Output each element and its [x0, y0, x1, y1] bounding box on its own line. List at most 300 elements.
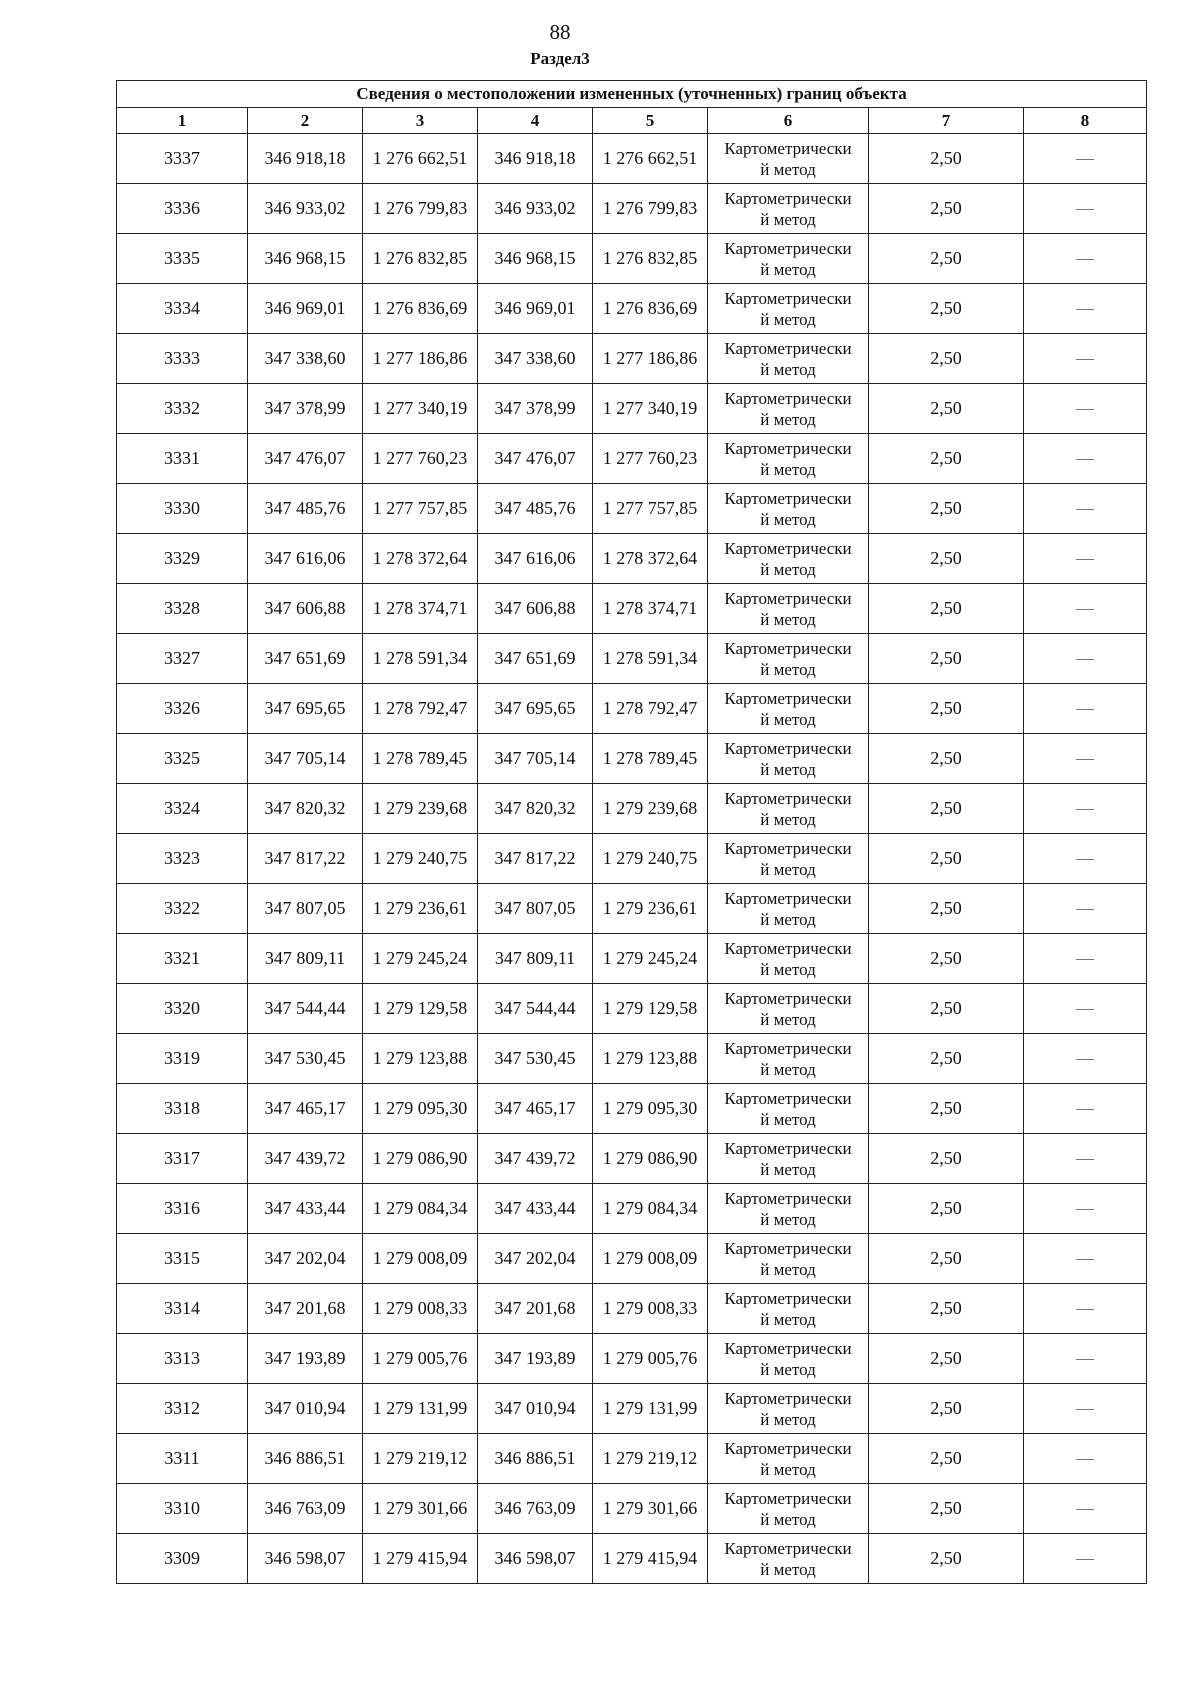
accuracy-cell: 2,50	[869, 834, 1024, 884]
table-row	[117, 1284, 1147, 1334]
refined-x-cell: 347 651,69	[478, 634, 593, 684]
refined-x-cell: 346 598,07	[478, 1534, 593, 1584]
refined-y-cell: 1 276 832,85	[593, 234, 708, 284]
description-cell	[1024, 184, 1147, 234]
table-row	[117, 1084, 1147, 1134]
method-line: й метод	[760, 1059, 816, 1079]
refined-x-cell: 347 820,32	[478, 784, 593, 834]
refined-x-cell: 346 763,09	[478, 1484, 593, 1534]
existing-y-cell: 1 279 008,33	[363, 1284, 478, 1334]
table-row	[117, 1184, 1147, 1234]
column-header: 6	[708, 108, 869, 134]
column-header: 1	[117, 108, 248, 134]
method-line: й метод	[760, 1309, 816, 1329]
table-body	[117, 134, 1147, 1584]
description-cell	[1024, 584, 1147, 634]
refined-x-cell: 347 485,76	[478, 484, 593, 534]
existing-y-cell: 1 279 005,76	[363, 1334, 478, 1384]
table-row	[117, 584, 1147, 634]
description-cell	[1024, 534, 1147, 584]
point-number-cell: 3315	[117, 1234, 248, 1284]
table-row	[117, 334, 1147, 384]
method-line: Картометрически	[724, 138, 852, 158]
existing-y-cell: 1 279 219,12	[363, 1434, 478, 1484]
method-cell	[708, 734, 869, 784]
method-line: Картометрически	[724, 1138, 852, 1158]
existing-x-cell: 346 598,07	[248, 1534, 363, 1584]
refined-y-cell: 1 279 219,12	[593, 1434, 708, 1484]
existing-x-cell: 347 616,06	[248, 534, 363, 584]
existing-x-cell: 347 010,94	[248, 1384, 363, 1434]
method-line: Картометрически	[724, 388, 852, 408]
em-dash-mark	[1076, 1009, 1094, 1010]
existing-y-cell: 1 277 757,85	[363, 484, 478, 534]
refined-x-cell: 347 010,94	[478, 1384, 593, 1434]
method-line: й метод	[760, 1209, 816, 1229]
description-cell	[1024, 784, 1147, 834]
existing-x-cell: 346 918,18	[248, 134, 363, 184]
refined-x-cell: 347 817,22	[478, 834, 593, 884]
existing-x-cell: 347 530,45	[248, 1034, 363, 1084]
refined-y-cell: 1 279 245,24	[593, 934, 708, 984]
refined-x-cell: 347 465,17	[478, 1084, 593, 1134]
method-line: й метод	[760, 1259, 816, 1279]
method-line: Картометрически	[724, 1188, 852, 1208]
refined-y-cell: 1 279 415,94	[593, 1534, 708, 1584]
refined-x-cell: 346 968,15	[478, 234, 593, 284]
refined-x-cell: 347 606,88	[478, 584, 593, 634]
refined-y-cell: 1 279 008,33	[593, 1284, 708, 1334]
existing-y-cell: 1 279 239,68	[363, 784, 478, 834]
method-line: й метод	[760, 1509, 816, 1529]
accuracy-cell: 2,50	[869, 1534, 1024, 1584]
point-number-cell: 3316	[117, 1184, 248, 1234]
description-cell	[1024, 1484, 1147, 1534]
existing-y-cell: 1 279 123,88	[363, 1034, 478, 1084]
description-cell	[1024, 734, 1147, 784]
accuracy-cell: 2,50	[869, 684, 1024, 734]
refined-x-cell: 347 193,89	[478, 1334, 593, 1384]
point-number-cell: 3309	[117, 1534, 248, 1584]
method-line: й метод	[760, 959, 816, 979]
description-cell	[1024, 284, 1147, 334]
refined-x-cell: 347 544,44	[478, 984, 593, 1034]
table-row	[117, 484, 1147, 534]
method-cell	[708, 1484, 869, 1534]
description-cell	[1024, 1084, 1147, 1134]
refined-y-cell: 1 276 799,83	[593, 184, 708, 234]
existing-y-cell: 1 278 372,64	[363, 534, 478, 584]
method-cell	[708, 884, 869, 934]
method-cell	[708, 1334, 869, 1384]
table-row	[117, 1234, 1147, 1284]
method-line: й метод	[760, 1359, 816, 1379]
method-cell	[708, 634, 869, 684]
description-cell	[1024, 1284, 1147, 1334]
accuracy-cell: 2,50	[869, 334, 1024, 384]
existing-y-cell: 1 278 591,34	[363, 634, 478, 684]
em-dash-mark	[1076, 909, 1094, 910]
existing-y-cell: 1 277 186,86	[363, 334, 478, 384]
existing-y-cell: 1 279 086,90	[363, 1134, 478, 1184]
existing-y-cell: 1 276 832,85	[363, 234, 478, 284]
refined-y-cell: 1 278 789,45	[593, 734, 708, 784]
refined-y-cell: 1 279 131,99	[593, 1384, 708, 1434]
point-number-cell: 3319	[117, 1034, 248, 1084]
accuracy-cell: 2,50	[869, 884, 1024, 934]
method-line: й метод	[760, 559, 816, 579]
point-number-cell: 3317	[117, 1134, 248, 1184]
method-line: Картометрически	[724, 338, 852, 358]
em-dash-mark	[1076, 1559, 1094, 1560]
method-line: Картометрически	[724, 1388, 852, 1408]
method-line: й метод	[760, 509, 816, 529]
accuracy-cell: 2,50	[869, 1284, 1024, 1334]
table-row	[117, 984, 1147, 1034]
description-cell	[1024, 634, 1147, 684]
refined-y-cell: 1 277 340,19	[593, 384, 708, 434]
method-line: Картометрически	[724, 488, 852, 508]
accuracy-cell: 2,50	[869, 784, 1024, 834]
refined-x-cell: 347 476,07	[478, 434, 593, 484]
em-dash-mark	[1076, 1159, 1094, 1160]
accuracy-cell: 2,50	[869, 984, 1024, 1034]
refined-y-cell: 1 276 662,51	[593, 134, 708, 184]
existing-x-cell: 346 933,02	[248, 184, 363, 234]
refined-x-cell: 347 616,06	[478, 534, 593, 584]
existing-x-cell: 347 606,88	[248, 584, 363, 634]
method-line: й метод	[760, 1559, 816, 1579]
em-dash-mark	[1076, 309, 1094, 310]
section-title: Раздел3	[530, 49, 590, 68]
method-cell	[708, 1234, 869, 1284]
existing-x-cell: 347 809,11	[248, 934, 363, 984]
existing-x-cell: 347 695,65	[248, 684, 363, 734]
boundary-coordinates-table	[116, 80, 1147, 1584]
method-cell	[708, 934, 869, 984]
description-cell	[1024, 134, 1147, 184]
method-cell	[708, 334, 869, 384]
column-header: 7	[869, 108, 1024, 134]
method-cell	[708, 984, 869, 1034]
description-cell	[1024, 434, 1147, 484]
refined-y-cell: 1 279 123,88	[593, 1034, 708, 1084]
description-cell	[1024, 984, 1147, 1034]
em-dash-mark	[1076, 1509, 1094, 1510]
accuracy-cell: 2,50	[869, 934, 1024, 984]
accuracy-cell: 2,50	[869, 1234, 1024, 1284]
description-cell	[1024, 1184, 1147, 1234]
accuracy-cell: 2,50	[869, 534, 1024, 584]
method-line: Картометрически	[724, 188, 852, 208]
method-line: Картометрически	[724, 1288, 852, 1308]
accuracy-cell: 2,50	[869, 634, 1024, 684]
table-row	[117, 684, 1147, 734]
refined-x-cell: 346 933,02	[478, 184, 593, 234]
refined-x-cell: 347 202,04	[478, 1234, 593, 1284]
refined-x-cell: 346 969,01	[478, 284, 593, 334]
point-number-cell: 3329	[117, 534, 248, 584]
em-dash-mark	[1076, 559, 1094, 560]
column-header: 8	[1024, 108, 1147, 134]
accuracy-cell: 2,50	[869, 434, 1024, 484]
accuracy-cell: 2,50	[869, 1184, 1024, 1234]
refined-x-cell: 347 201,68	[478, 1284, 593, 1334]
method-line: Картометрически	[724, 288, 852, 308]
method-line: Картометрически	[724, 938, 852, 958]
refined-y-cell: 1 278 591,34	[593, 634, 708, 684]
existing-y-cell: 1 279 245,24	[363, 934, 478, 984]
em-dash-mark	[1076, 859, 1094, 860]
method-line: й метод	[760, 759, 816, 779]
em-dash-mark	[1076, 509, 1094, 510]
em-dash-mark	[1076, 1259, 1094, 1260]
refined-x-cell: 347 433,44	[478, 1184, 593, 1234]
existing-x-cell: 346 763,09	[248, 1484, 363, 1534]
em-dash-mark	[1076, 159, 1094, 160]
method-line: й метод	[760, 809, 816, 829]
existing-x-cell: 347 439,72	[248, 1134, 363, 1184]
existing-y-cell: 1 279 129,58	[363, 984, 478, 1034]
method-cell	[708, 834, 869, 884]
point-number-cell: 3322	[117, 884, 248, 934]
description-cell	[1024, 1384, 1147, 1434]
point-number-cell: 3335	[117, 234, 248, 284]
table-row	[117, 384, 1147, 434]
existing-x-cell: 347 705,14	[248, 734, 363, 784]
existing-y-cell: 1 279 008,09	[363, 1234, 478, 1284]
method-cell	[708, 1084, 869, 1134]
method-cell	[708, 784, 869, 834]
existing-y-cell: 1 278 792,47	[363, 684, 478, 734]
table-row	[117, 1434, 1147, 1484]
method-line: й метод	[760, 609, 816, 629]
accuracy-cell: 2,50	[869, 284, 1024, 334]
table-row	[117, 884, 1147, 934]
existing-x-cell: 347 544,44	[248, 984, 363, 1034]
refined-y-cell: 1 279 240,75	[593, 834, 708, 884]
existing-x-cell: 347 465,17	[248, 1084, 363, 1134]
description-cell	[1024, 1134, 1147, 1184]
existing-x-cell: 347 201,68	[248, 1284, 363, 1334]
method-cell	[708, 534, 869, 584]
refined-y-cell: 1 276 836,69	[593, 284, 708, 334]
method-line: Картометрически	[724, 988, 852, 1008]
existing-y-cell: 1 278 374,71	[363, 584, 478, 634]
refined-y-cell: 1 277 760,23	[593, 434, 708, 484]
em-dash-mark	[1076, 359, 1094, 360]
method-cell	[708, 1534, 869, 1584]
description-cell	[1024, 1234, 1147, 1284]
method-line: й метод	[760, 1159, 816, 1179]
method-line: й метод	[760, 859, 816, 879]
existing-y-cell: 1 279 131,99	[363, 1384, 478, 1434]
accuracy-cell: 2,50	[869, 1484, 1024, 1534]
method-cell	[708, 1184, 869, 1234]
method-line: Картометрически	[724, 1438, 852, 1458]
method-line: й метод	[760, 409, 816, 429]
existing-x-cell: 347 476,07	[248, 434, 363, 484]
accuracy-cell: 2,50	[869, 1134, 1024, 1184]
table-row	[117, 834, 1147, 884]
accuracy-cell: 2,50	[869, 234, 1024, 284]
table-row	[117, 534, 1147, 584]
accuracy-cell: 2,50	[869, 1084, 1024, 1134]
method-line: Картометрически	[724, 1038, 852, 1058]
method-line: Картометрически	[724, 1088, 852, 1108]
em-dash-mark	[1076, 709, 1094, 710]
method-line: Картометрически	[724, 738, 852, 758]
description-cell	[1024, 884, 1147, 934]
point-number-cell: 3337	[117, 134, 248, 184]
em-dash-mark	[1076, 409, 1094, 410]
accuracy-cell: 2,50	[869, 184, 1024, 234]
method-line: й метод	[760, 359, 816, 379]
method-cell	[708, 584, 869, 634]
method-line: Картометрически	[724, 688, 852, 708]
method-line: Картометрически	[724, 1338, 852, 1358]
em-dash-mark	[1076, 1409, 1094, 1410]
description-cell	[1024, 1334, 1147, 1384]
point-number-cell: 3313	[117, 1334, 248, 1384]
refined-y-cell: 1 279 095,30	[593, 1084, 708, 1134]
refined-y-cell: 1 279 008,09	[593, 1234, 708, 1284]
refined-y-cell: 1 279 301,66	[593, 1484, 708, 1534]
point-number-cell: 3318	[117, 1084, 248, 1134]
method-line: й метод	[760, 659, 816, 679]
point-number-cell: 3327	[117, 634, 248, 684]
refined-x-cell: 347 338,60	[478, 334, 593, 384]
method-line: й метод	[760, 459, 816, 479]
existing-x-cell: 347 651,69	[248, 634, 363, 684]
existing-y-cell: 1 279 240,75	[363, 834, 478, 884]
accuracy-cell: 2,50	[869, 1034, 1024, 1084]
existing-y-cell: 1 276 799,83	[363, 184, 478, 234]
accuracy-cell: 2,50	[869, 734, 1024, 784]
method-line: Картометрически	[724, 438, 852, 458]
existing-x-cell: 347 485,76	[248, 484, 363, 534]
accuracy-cell: 2,50	[869, 1334, 1024, 1384]
existing-y-cell: 1 279 236,61	[363, 884, 478, 934]
refined-x-cell: 346 886,51	[478, 1434, 593, 1484]
refined-x-cell: 347 378,99	[478, 384, 593, 434]
method-cell	[708, 284, 869, 334]
existing-y-cell: 1 276 662,51	[363, 134, 478, 184]
method-line: й метод	[760, 309, 816, 329]
method-line: й метод	[760, 1409, 816, 1429]
method-line: й метод	[760, 709, 816, 729]
point-number-cell: 3330	[117, 484, 248, 534]
method-line: й метод	[760, 1459, 816, 1479]
method-cell	[708, 184, 869, 234]
refined-x-cell: 347 807,05	[478, 884, 593, 934]
column-header: 4	[478, 108, 593, 134]
table-row	[117, 234, 1147, 284]
refined-y-cell: 1 279 005,76	[593, 1334, 708, 1384]
table-row	[117, 134, 1147, 184]
em-dash-mark	[1076, 259, 1094, 260]
table-row	[117, 434, 1147, 484]
method-line: Картометрически	[724, 588, 852, 608]
column-header: 5	[593, 108, 708, 134]
refined-y-cell: 1 277 757,85	[593, 484, 708, 534]
point-number-cell: 3320	[117, 984, 248, 1034]
em-dash-mark	[1076, 809, 1094, 810]
point-number-cell: 3326	[117, 684, 248, 734]
existing-y-cell: 1 279 084,34	[363, 1184, 478, 1234]
point-number-cell: 3331	[117, 434, 248, 484]
method-cell	[708, 1434, 869, 1484]
table-row	[117, 1384, 1147, 1434]
method-line: Картометрически	[724, 238, 852, 258]
existing-x-cell: 346 969,01	[248, 284, 363, 334]
refined-y-cell: 1 279 129,58	[593, 984, 708, 1034]
method-cell	[708, 434, 869, 484]
method-line: й метод	[760, 209, 816, 229]
existing-y-cell: 1 279 301,66	[363, 1484, 478, 1534]
existing-x-cell: 346 968,15	[248, 234, 363, 284]
existing-x-cell: 347 433,44	[248, 1184, 363, 1234]
existing-y-cell: 1 279 415,94	[363, 1534, 478, 1584]
method-cell	[708, 1284, 869, 1334]
table-row	[117, 634, 1147, 684]
point-number-cell: 3334	[117, 284, 248, 334]
table-row	[117, 784, 1147, 834]
method-line: Картометрически	[724, 1488, 852, 1508]
existing-x-cell: 347 338,60	[248, 334, 363, 384]
method-line: Картометрически	[724, 888, 852, 908]
method-line: Картометрически	[724, 788, 852, 808]
em-dash-mark	[1076, 1109, 1094, 1110]
table-row	[117, 184, 1147, 234]
accuracy-cell: 2,50	[869, 484, 1024, 534]
method-cell	[708, 684, 869, 734]
refined-y-cell: 1 279 086,90	[593, 1134, 708, 1184]
description-cell	[1024, 1434, 1147, 1484]
em-dash-mark	[1076, 1309, 1094, 1310]
column-header: 2	[248, 108, 363, 134]
accuracy-cell: 2,50	[869, 1434, 1024, 1484]
em-dash-mark	[1076, 459, 1094, 460]
description-cell	[1024, 484, 1147, 534]
method-line: й метод	[760, 1109, 816, 1129]
column-number-row	[117, 108, 1147, 134]
method-line: й метод	[760, 1009, 816, 1029]
description-cell	[1024, 384, 1147, 434]
em-dash-mark	[1076, 759, 1094, 760]
method-cell	[708, 1384, 869, 1434]
refined-x-cell: 347 695,65	[478, 684, 593, 734]
method-line: Картометрически	[724, 838, 852, 858]
table-row	[117, 734, 1147, 784]
point-number-cell: 3314	[117, 1284, 248, 1334]
point-number-cell: 3311	[117, 1434, 248, 1484]
point-number-cell: 3328	[117, 584, 248, 634]
em-dash-mark	[1076, 1359, 1094, 1360]
table-row	[117, 1034, 1147, 1084]
existing-x-cell: 347 193,89	[248, 1334, 363, 1384]
table-row	[117, 1534, 1147, 1584]
method-cell	[708, 134, 869, 184]
existing-y-cell: 1 277 340,19	[363, 384, 478, 434]
refined-y-cell: 1 278 372,64	[593, 534, 708, 584]
table-row	[117, 284, 1147, 334]
method-cell	[708, 1034, 869, 1084]
point-number-cell: 3321	[117, 934, 248, 984]
description-cell	[1024, 684, 1147, 734]
point-number-cell: 3333	[117, 334, 248, 384]
accuracy-cell: 2,50	[869, 1384, 1024, 1434]
